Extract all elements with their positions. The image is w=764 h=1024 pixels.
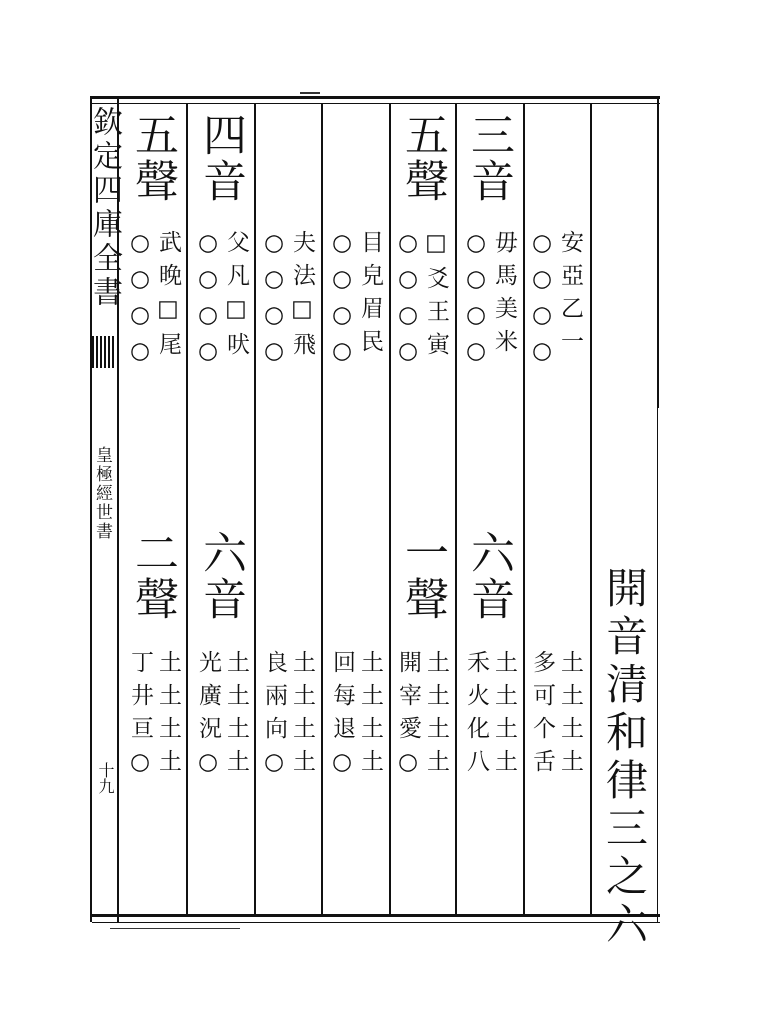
- cell-lower: 土土土土: [357, 650, 383, 782]
- cell-lower: 土土土土: [289, 650, 315, 782]
- cell-upper: ○○○○: [529, 230, 555, 374]
- cell-upper: ○○○○: [395, 230, 421, 374]
- cell-lower: 土土土土: [557, 650, 583, 782]
- cell-lower: 土土土土: [423, 650, 449, 782]
- cell-upper: 安亞乙一: [557, 230, 583, 362]
- cell-lower: 禾火化八: [463, 650, 489, 782]
- cell-upper: ○○○○: [195, 230, 221, 374]
- cell-lower: 光廣況○: [195, 650, 221, 785]
- cell-upper: ○○○○: [329, 230, 355, 374]
- scan-speckle: [300, 92, 320, 94]
- cell-upper: ○○○○: [261, 230, 287, 374]
- column-heading: 二聲: [127, 530, 178, 622]
- cell-lower: 土土土土: [491, 650, 517, 782]
- right-border: [657, 96, 659, 408]
- cell-upper: □爻王寅: [423, 230, 449, 365]
- chapter-title: 開音清和律三之六: [600, 566, 649, 950]
- cell-upper: 父凡□吠: [223, 230, 249, 365]
- cell-lower: 良兩向○: [261, 650, 287, 785]
- book-title: 欽定四庫全書: [87, 106, 122, 310]
- column-heading: 六音: [195, 530, 246, 622]
- column-heading: 五聲: [127, 112, 178, 204]
- column-divider: [590, 104, 592, 914]
- cell-upper: 毋馬美米: [491, 230, 517, 362]
- cell-lower: 土土土土: [223, 650, 249, 782]
- column-divider: [186, 104, 188, 914]
- bottom-border-inner: [92, 922, 660, 923]
- column-heading: 一聲: [397, 530, 448, 622]
- fish-tail-mark: [92, 336, 116, 368]
- column-heading: 五聲: [397, 112, 448, 204]
- cell-lower: 開宰愛○: [395, 650, 421, 785]
- column-divider: [321, 104, 323, 914]
- cell-upper: 目皃眉民: [357, 230, 383, 362]
- top-border-inner: [92, 103, 660, 104]
- cell-upper: 夫法□飛: [289, 230, 315, 365]
- scan-speckle: [110, 928, 240, 929]
- cell-lower: 回每退○: [329, 650, 355, 785]
- top-border: [92, 96, 660, 99]
- cell-upper: ○○○○: [463, 230, 489, 374]
- page-number: 十九: [96, 762, 115, 794]
- column-divider: [254, 104, 256, 914]
- book-subtitle: 皇極經世書: [92, 446, 112, 541]
- cell-lower: 土土土土: [155, 650, 181, 782]
- column-divider: [455, 104, 457, 914]
- column-divider: [389, 104, 391, 914]
- cell-upper: 武晚□尾: [155, 230, 181, 365]
- column-divider: [523, 104, 525, 914]
- cell-lower: 多可个舌: [529, 650, 555, 782]
- column-heading: 三音: [463, 112, 514, 204]
- cell-lower: 丁井亘○: [127, 650, 153, 785]
- bottom-border: [92, 914, 660, 917]
- column-heading: 四音: [195, 112, 246, 204]
- right-border-lower: [657, 404, 658, 922]
- column-heading: 六音: [463, 530, 514, 622]
- cell-upper: ○○○○: [127, 230, 153, 374]
